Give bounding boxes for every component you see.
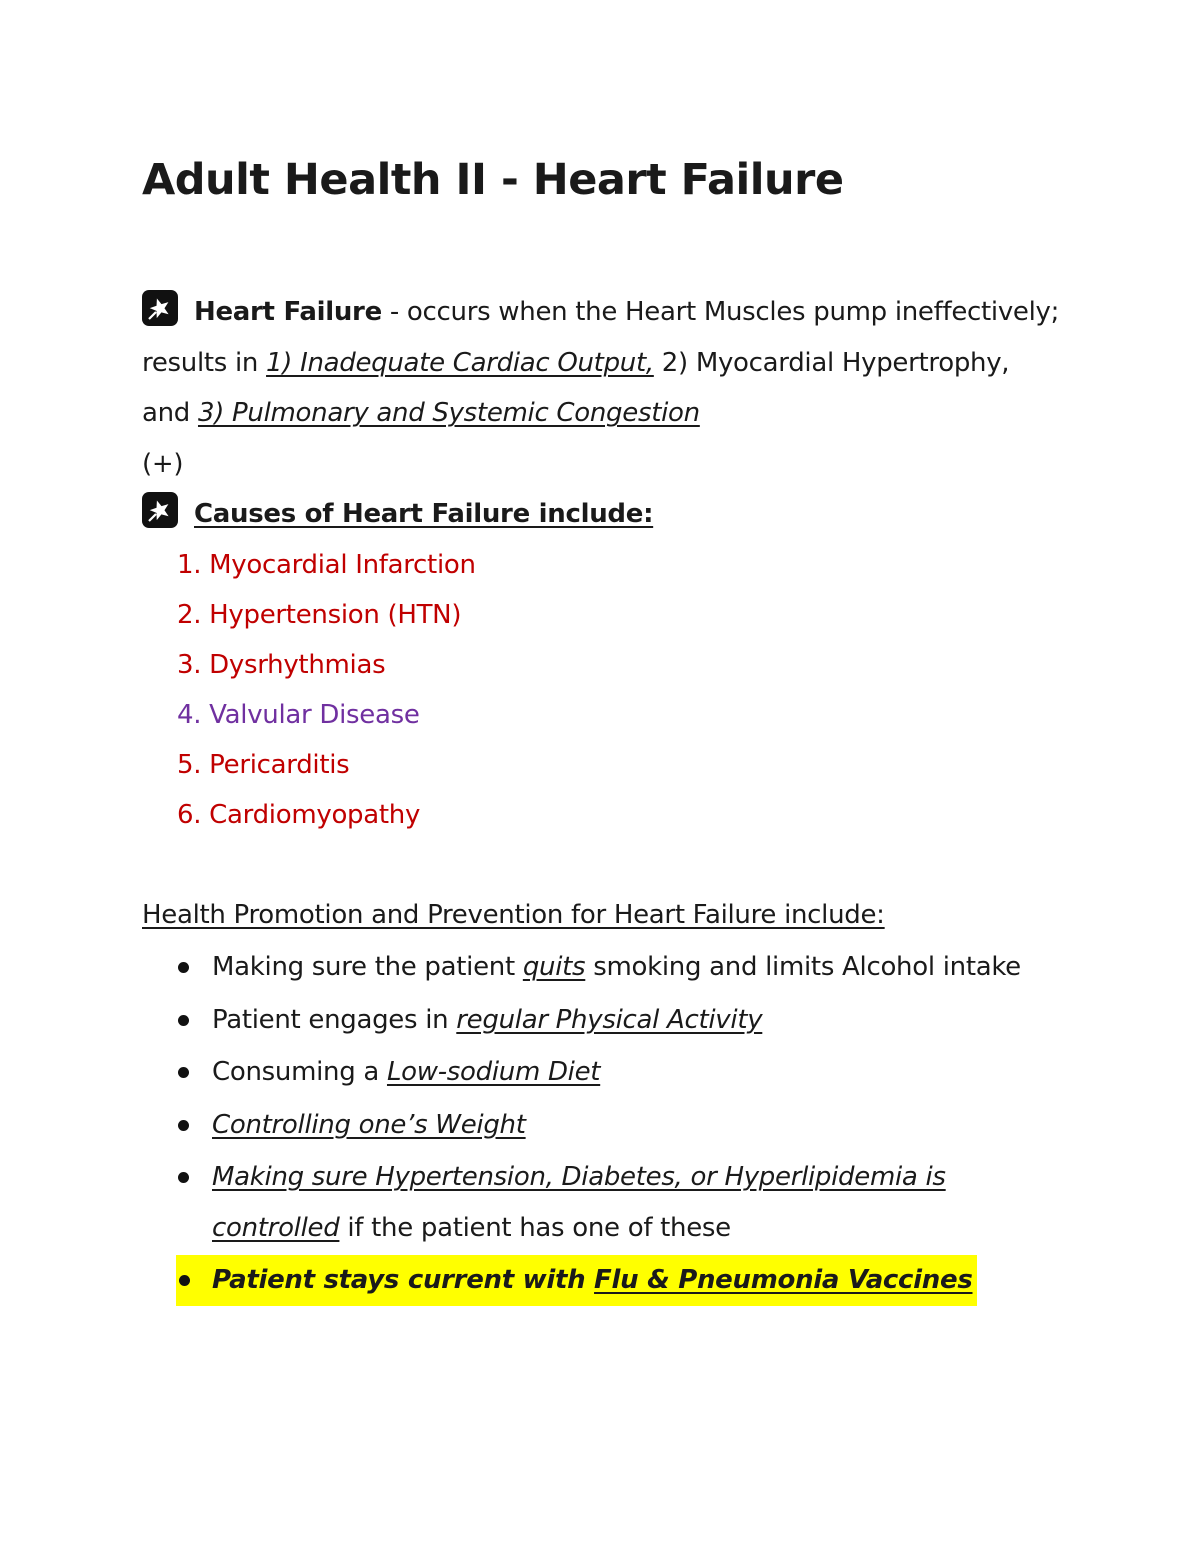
promotion-item-highlighted: [176, 1255, 977, 1306]
causes-heading: Causes of Heart Failure include:: [194, 499, 654, 529]
promotion-heading-line: [142, 890, 1062, 941]
promotion-text: Patient stays current with: [212, 1265, 595, 1295]
promotion-item: [142, 942, 1062, 993]
promotion-item: [142, 995, 1062, 1046]
promotion-emphasis: Flu & Pneumonia Vaccines: [594, 1265, 973, 1295]
definition-term: Heart Failure: [194, 297, 382, 327]
promotion-item: [142, 1100, 1062, 1151]
page-title: Adult Health II - Heart Failure: [142, 155, 844, 205]
cause-item: 5. Pericarditis: [177, 749, 350, 780]
causes-list: [142, 540, 1062, 840]
promotion-item: [142, 1152, 1062, 1253]
star-in-box-icon: [142, 290, 178, 326]
definition-point-1: 1) Inadequate Cardiac Output,: [266, 347, 654, 378]
causes-heading-line: [142, 489, 1062, 540]
promotion-emphasis: Low-sodium Diet: [386, 1057, 601, 1087]
promotion-emphasis: quits: [522, 952, 586, 982]
promotion-item: [142, 1047, 1062, 1098]
definition-paragraph: [142, 287, 1062, 439]
definition-text-1: - occurs when the Heart Muscles pump ineffectively; results in: [142, 297, 1060, 378]
cause-item: 1. Myocardial Infarction: [177, 549, 476, 580]
promotion-text: Patient engages in: [212, 1004, 457, 1035]
bullet-icon: [178, 1067, 189, 1078]
cause-item: 3. Dysrhythmias: [177, 649, 386, 680]
cause-item: 4. Valvular Disease: [177, 699, 420, 730]
bullet-icon: [178, 1015, 189, 1026]
cause-item: 2. Hypertension (HTN): [177, 599, 462, 630]
promotion-heading: Health Promotion and Prevention for Heart Failure include:: [142, 899, 885, 930]
star-in-box-icon: [142, 492, 178, 528]
promotion-list: [142, 942, 1062, 1306]
promotion-text: Consuming a: [212, 1057, 387, 1087]
promotion-text: if the patient has one of these: [339, 1212, 731, 1243]
bullet-icon: [178, 962, 189, 973]
plus-marker: (+): [142, 448, 184, 479]
bullet-icon: [178, 1172, 189, 1183]
promotion-emphasis: Making sure Hypertension, Diabetes, or Hyperlipidemia is controlled: [212, 1162, 946, 1243]
promotion-text: Making sure the patient: [212, 952, 523, 982]
promotion-text: smoking and limits Alcohol intake: [585, 952, 1021, 982]
promotion-emphasis: Controlling one’s Weight: [212, 1109, 526, 1140]
definition-text-2: 2) Myocardial Hypertrophy, and: [142, 347, 1010, 428]
promotion-emphasis: regular Physical Activity: [456, 1004, 763, 1035]
definition-point-3: 3) Pulmonary and Systemic Congestion: [197, 398, 700, 428]
document-page: [142, 150, 1062, 1306]
causes-heading-group: [142, 499, 653, 529]
bullet-icon: [179, 1275, 190, 1286]
bullet-icon: [178, 1120, 189, 1131]
cause-item: 6. Cardiomyopathy: [177, 799, 421, 830]
